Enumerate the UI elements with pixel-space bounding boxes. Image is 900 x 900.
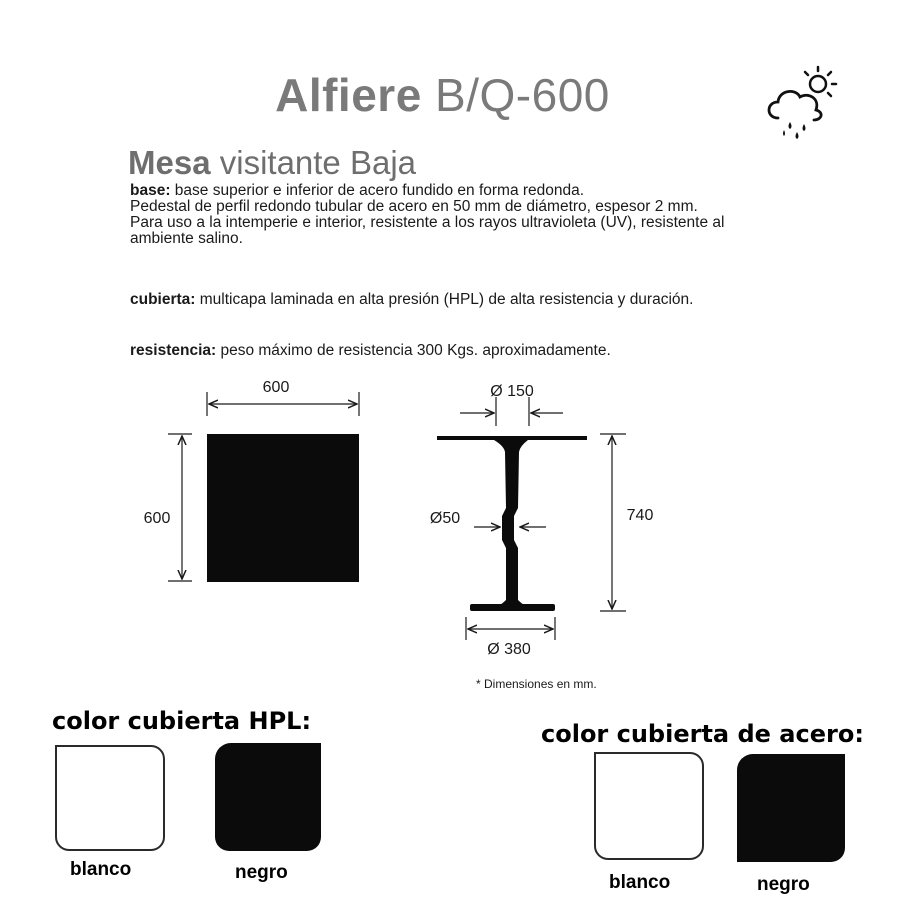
hpl-black-swatch[interactable] [215, 743, 321, 851]
pedestal-profile [494, 440, 528, 606]
top-depth-label: 600 [143, 510, 171, 527]
cubierta-text: multicapa laminada en alta presión (HPL) de alta resistencia y duración. [195, 291, 694, 308]
cubierta-label: cubierta: [130, 291, 196, 308]
column-diameter-label: Ø50 [429, 510, 461, 527]
hpl-white-swatch[interactable] [55, 745, 165, 851]
table-top-view [207, 434, 359, 582]
hpl-white-label: blanco [70, 859, 132, 880]
acero-white-swatch[interactable] [594, 752, 704, 860]
top-width-label: 600 [262, 379, 290, 396]
acero-black-swatch[interactable] [737, 754, 845, 862]
product-title-bold: Alfiere [275, 69, 422, 121]
acero-white-label: blanco [609, 872, 671, 893]
subtitle-rest: visitante Baja [210, 144, 417, 181]
base-line2: Pedestal de perfil redondo tubular de acero en 50 mm de diámetro, espesor 2 mm. [130, 198, 698, 215]
resistencia-label: resistencia: [130, 342, 217, 359]
base-text: base superior e inferior de acero fundido en forma redonda. [170, 182, 585, 199]
acero-color-title: color cubierta de acero: [541, 720, 864, 748]
subtitle-bold: Mesa [128, 144, 211, 181]
height-label: 740 [626, 507, 654, 524]
base-top-diameter-label: Ø 150 [490, 383, 534, 400]
acero-black-label: negro [757, 874, 810, 895]
base-label: base: [130, 182, 171, 199]
base-line3: Para uso a la intemperie e interior, resistente a los rayos ultravioleta (UV), resistente al ambiente salino. [130, 214, 725, 247]
product-title-model: B/Q-600 [421, 69, 610, 121]
dimensions-note: * Dimensiones en mm. [476, 677, 597, 691]
hpl-black-label: negro [235, 862, 288, 883]
table-top-side [437, 436, 587, 440]
resistencia-text: peso máximo de resistencia 300 Kgs. aproximadamente. [216, 342, 611, 359]
foot-diameter-label: Ø 380 [487, 641, 531, 658]
hpl-color-title: color cubierta HPL: [52, 707, 312, 735]
foot-base [470, 604, 555, 611]
